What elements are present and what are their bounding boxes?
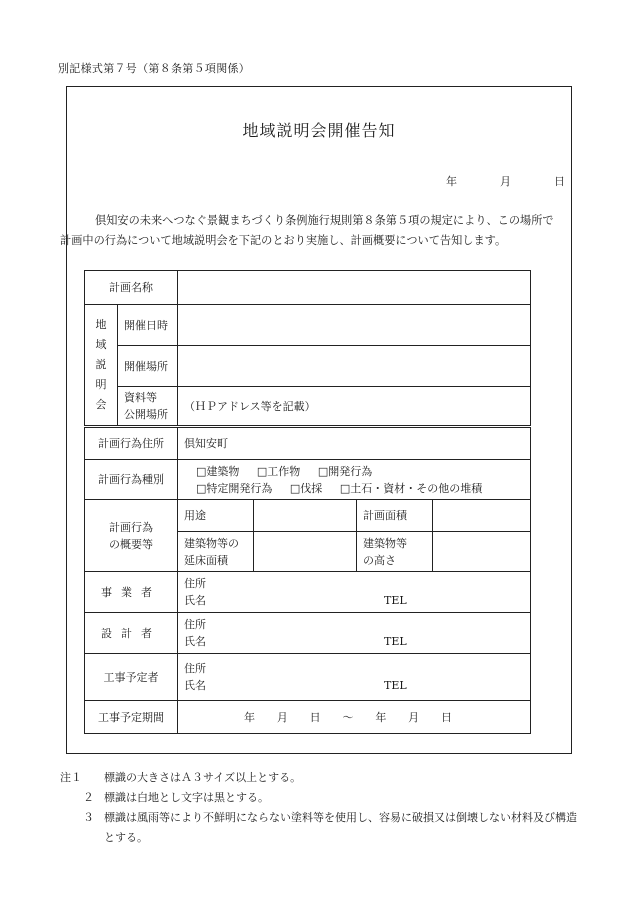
plan-name-label: 計画名称 <box>85 271 178 305</box>
plan-name-field <box>178 271 531 305</box>
row-plan-name <box>85 271 531 305</box>
intro-paragraph <box>60 211 562 251</box>
contractor-field <box>178 654 531 701</box>
checkbox-felling[interactable]: □伐採 <box>289 481 323 495</box>
date-day-label: 日 <box>554 175 565 188</box>
contractor-name-tel: 氏名 TEL <box>184 679 407 692</box>
checkbox-structure[interactable]: □工作物 <box>256 464 301 478</box>
form-number-label: 別記様式第７号（第８条第５項関係） <box>58 62 251 75</box>
action-type-options-row-2 <box>196 480 524 497</box>
checkbox-specific-development[interactable]: □特定開発行為 <box>196 481 273 495</box>
address-value: 倶知安町 <box>178 427 531 460</box>
period-end-day: 日 <box>440 710 452 724</box>
designer-field <box>178 613 531 654</box>
contractor-label: 工事予定者 <box>85 654 178 701</box>
meeting-place-field <box>178 346 531 387</box>
row-contractor <box>85 654 531 701</box>
operator-name-tel: 氏名 TEL <box>184 594 407 607</box>
row-meeting-date <box>85 305 531 346</box>
row-operator <box>85 572 531 613</box>
period-field <box>178 701 531 734</box>
use-field <box>254 500 357 532</box>
contractor-address: 住所 <box>184 662 206 675</box>
row-materials <box>85 387 531 427</box>
page-title: 地域説明会開催告知 <box>242 121 396 140</box>
action-type-label: 計画行為種別 <box>85 460 178 500</box>
period-end-year: 年 <box>375 710 387 724</box>
notice-form-table <box>84 270 531 734</box>
period-start-day: 日 <box>309 710 321 724</box>
meeting-date-label: 開催日時 <box>118 305 178 346</box>
checkbox-building[interactable]: □建築物 <box>196 464 240 478</box>
meeting-date-field <box>178 305 531 346</box>
note-item: ３ 標識は風雨等により不鮮明にならない塗料等を使用し、容易に破損又は倒壊しない材料及び構造とする。 <box>83 811 577 844</box>
meeting-section-label: 地 域 説 明 会 <box>85 305 118 427</box>
area-field <box>433 500 531 532</box>
use-label: 用途 <box>178 500 254 532</box>
height-label: 建築物等 の高さ <box>357 532 433 572</box>
checkbox-stockpile[interactable]: □土石・資材・その他の堆積 <box>339 481 483 495</box>
row-designer <box>85 613 531 654</box>
note-item: 注１ 標識の大きさはＡ３サイズ以上とする。 <box>60 771 302 784</box>
period-start-year: 年 <box>244 710 255 724</box>
action-type-options <box>178 460 531 500</box>
date-line <box>446 173 565 189</box>
action-type-options-row-1 <box>196 463 524 480</box>
operator-field <box>178 572 531 613</box>
checkbox-development[interactable]: □開発行為 <box>317 464 373 478</box>
intro-line-1: 倶知安の未来へつなぐ景観まちづくり条例施行規則第８条第５項の規定により、この場所で <box>95 214 554 227</box>
period-end-month: 月 <box>408 710 420 724</box>
period-separator: ～ <box>342 710 354 724</box>
designer-label: 設計者 <box>85 613 178 654</box>
operator-address: 住所 <box>184 577 206 590</box>
overview-label: 計画行為 の概要等 <box>85 500 178 572</box>
date-month-label: 月 <box>500 175 511 188</box>
row-action-type <box>85 460 531 500</box>
period-start-month: 月 <box>276 710 288 724</box>
area-label: 計画面積 <box>357 500 433 532</box>
materials-label: 資料等 公開場所 <box>118 387 178 427</box>
note-item: ２ 標識は白地とし文字は黒とする。 <box>83 791 269 804</box>
date-year-label: 年 <box>446 175 457 188</box>
row-address <box>85 427 531 460</box>
designer-address: 住所 <box>184 618 206 631</box>
row-period <box>85 701 531 734</box>
height-field <box>433 532 531 572</box>
notes-section <box>60 768 580 848</box>
intro-line-2: 計画中の行為について地域説明会を下記のとおり実施し、計画概要について告知します。 <box>60 234 507 247</box>
row-meeting-place <box>85 346 531 387</box>
period-label: 工事予定期間 <box>85 701 178 734</box>
floor-area-field <box>254 532 357 572</box>
row-overview-1 <box>85 500 531 532</box>
materials-value: （ＨＰアドレス等を記載） <box>178 387 531 427</box>
meeting-place-label: 開催場所 <box>118 346 178 387</box>
address-label: 計画行為住所 <box>85 427 178 460</box>
operator-label: 事業者 <box>85 572 178 613</box>
designer-name-tel: 氏名 TEL <box>184 635 407 648</box>
floor-area-label: 建築物等の 延床面積 <box>178 532 254 572</box>
